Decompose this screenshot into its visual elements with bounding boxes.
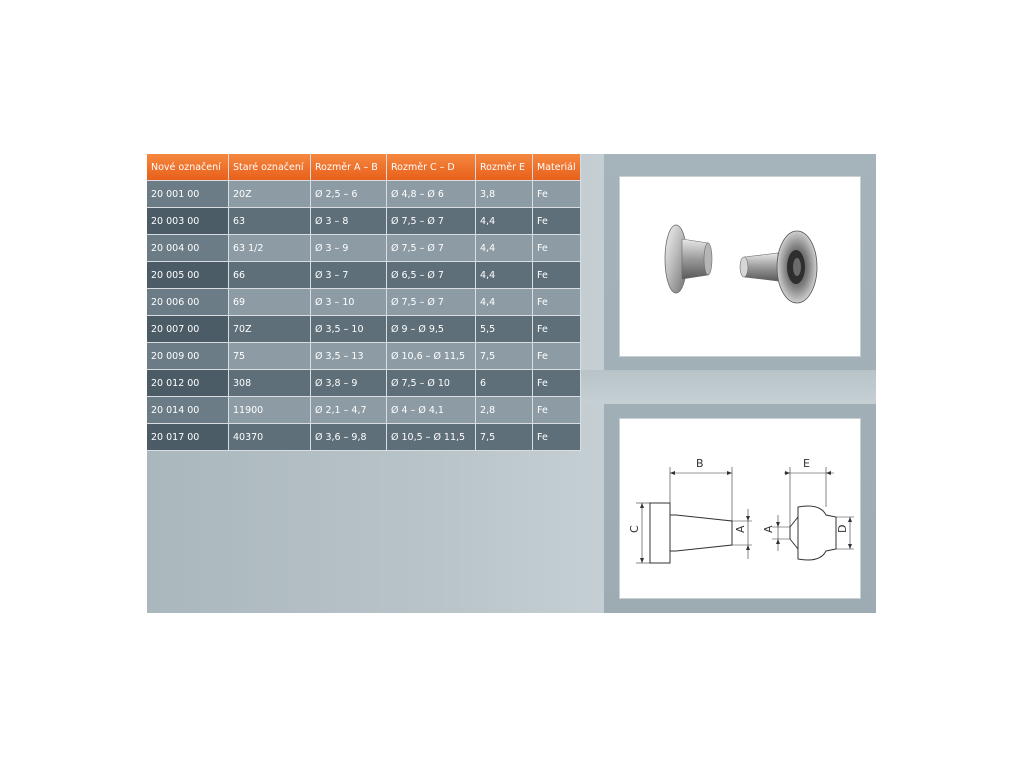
cell-size-c-d: Ø 9 – Ø 9,5 <box>387 316 476 343</box>
header-size-a-b: Rozměr A – B <box>311 154 387 181</box>
label-e: E <box>803 457 810 470</box>
cell-old-code: 63 <box>229 208 311 235</box>
table-row <box>147 370 581 397</box>
cell-size-c-d: Ø 7,5 – Ø 7 <box>387 235 476 262</box>
cell-old-code: 11900 <box>229 397 311 424</box>
label-a-left: A <box>734 525 747 533</box>
table-header-row <box>147 154 581 181</box>
cell-size-e: 4,4 <box>476 235 533 262</box>
cell-new-code: 20 007 00 <box>147 316 229 343</box>
cell-material: Fe <box>533 181 581 208</box>
cell-old-code: 69 <box>229 289 311 316</box>
cell-old-code: 66 <box>229 262 311 289</box>
cell-material: Fe <box>533 397 581 424</box>
cell-size-c-d: Ø 10,5 – Ø 11,5 <box>387 424 476 451</box>
cell-old-code: 70Z <box>229 316 311 343</box>
table-row <box>147 208 581 235</box>
cell-old-code: 20Z <box>229 181 311 208</box>
cell-size-c-d: Ø 7,5 – Ø 7 <box>387 289 476 316</box>
header-size-e: Rozměr E <box>476 154 533 181</box>
cell-size-c-d: Ø 7,5 – Ø 7 <box>387 208 476 235</box>
cell-material: Fe <box>533 208 581 235</box>
cell-size-e: 6 <box>476 370 533 397</box>
cell-new-code: 20 012 00 <box>147 370 229 397</box>
rivet-dimension-drawing <box>620 419 860 598</box>
cell-size-a-b: Ø 3,6 – 9,8 <box>311 424 387 451</box>
cell-size-c-d: Ø 10,6 – Ø 11,5 <box>387 343 476 370</box>
label-a-right: A <box>762 525 775 533</box>
cell-size-c-d: Ø 7,5 – Ø 10 <box>387 370 476 397</box>
cell-size-a-b: Ø 3 – 9 <box>311 235 387 262</box>
rivet-spec-table <box>147 154 581 451</box>
cell-size-a-b: Ø 2,5 – 6 <box>311 181 387 208</box>
cell-material: Fe <box>533 316 581 343</box>
table-row <box>147 181 581 208</box>
cell-new-code: 20 009 00 <box>147 343 229 370</box>
header-size-c-d: Rozměr C – D <box>387 154 476 181</box>
cell-new-code: 20 006 00 <box>147 289 229 316</box>
rivet-photo-illustration <box>620 177 860 356</box>
cell-new-code: 20 014 00 <box>147 397 229 424</box>
cell-size-a-b: Ø 3,5 – 10 <box>311 316 387 343</box>
cell-material: Fe <box>533 289 581 316</box>
cell-new-code: 20 003 00 <box>147 208 229 235</box>
dimension-drawing-svg <box>620 419 860 598</box>
cell-new-code: 20 005 00 <box>147 262 229 289</box>
cell-new-code: 20 001 00 <box>147 181 229 208</box>
table-row <box>147 316 581 343</box>
cell-old-code: 63 1/2 <box>229 235 311 262</box>
cell-size-e: 7,5 <box>476 343 533 370</box>
cell-size-e: 7,5 <box>476 424 533 451</box>
cell-size-a-b: Ø 2,1 – 4,7 <box>311 397 387 424</box>
cell-size-a-b: Ø 3 – 10 <box>311 289 387 316</box>
cell-size-e: 4,4 <box>476 262 533 289</box>
cell-size-e: 5,5 <box>476 316 533 343</box>
header-material: Materiál <box>533 154 581 181</box>
cell-old-code: 308 <box>229 370 311 397</box>
cell-old-code: 40370 <box>229 424 311 451</box>
cell-material: Fe <box>533 370 581 397</box>
table-row <box>147 262 581 289</box>
image-divider-band <box>580 370 876 404</box>
cell-old-code: 75 <box>229 343 311 370</box>
cell-size-c-d: Ø 4,8 – Ø 6 <box>387 181 476 208</box>
cell-size-a-b: Ø 3,5 – 13 <box>311 343 387 370</box>
table-row <box>147 343 581 370</box>
cell-new-code: 20 004 00 <box>147 235 229 262</box>
header-new-code: Nové označení <box>147 154 229 181</box>
cell-material: Fe <box>533 424 581 451</box>
cell-size-e: 3,8 <box>476 181 533 208</box>
cell-size-e: 4,4 <box>476 289 533 316</box>
label-d: D <box>836 524 849 533</box>
cell-size-c-d: Ø 4 – Ø 4,1 <box>387 397 476 424</box>
label-b: B <box>696 457 704 470</box>
cell-size-a-b: Ø 3 – 7 <box>311 262 387 289</box>
cell-size-a-b: Ø 3 – 8 <box>311 208 387 235</box>
table-row <box>147 424 581 451</box>
cell-new-code: 20 017 00 <box>147 424 229 451</box>
cell-size-a-b: Ø 3,8 – 9 <box>311 370 387 397</box>
cell-size-e: 2,8 <box>476 397 533 424</box>
rivet-photo <box>620 177 860 356</box>
cell-material: Fe <box>533 262 581 289</box>
table-row <box>147 235 581 262</box>
table-row <box>147 397 581 424</box>
table-row <box>147 289 581 316</box>
header-old-code: Staré označení <box>229 154 311 181</box>
label-c: C <box>628 525 641 533</box>
cell-size-c-d: Ø 6,5 – Ø 7 <box>387 262 476 289</box>
cell-material: Fe <box>533 235 581 262</box>
cell-material: Fe <box>533 343 581 370</box>
cell-size-e: 4,4 <box>476 208 533 235</box>
